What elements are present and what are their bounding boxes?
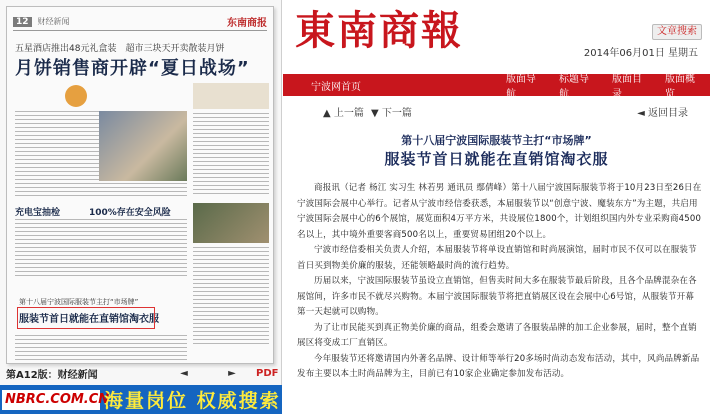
paper-sidebar-text	[193, 113, 269, 197]
article-search-button[interactable]: 文章搜索	[652, 24, 702, 40]
article-paragraph: 历届以来，宁波国际服装节虽设立直销馆，但售卖时间大多在服装节最后阶段，且各个品牌混杂在各展馆间，许多市民不就尽兴购物。本届宁波国际服装节将把直销展区设在会展中心6号馆，从服装节开幕第一天起就可以购物。	[297, 276, 697, 317]
article-pager	[283, 104, 710, 118]
ad-logo: NBRC.COM.CN	[2, 390, 100, 410]
page-navigation	[6, 366, 279, 381]
back-to-catalog-label: 返回目录	[648, 108, 688, 119]
paper-page-number: 12	[13, 17, 32, 27]
ad-slogan: 海量岗位 权威搜索	[104, 390, 281, 412]
article-paragraph: 为了让市民能买到真正物美价廉的商品，组委会邀请了各服装品牌的加工企业参展，届时，整个直销展区将变成工厂直销区。	[297, 322, 697, 348]
paper-photo-2	[193, 203, 269, 243]
next-article-label: 下一篇	[381, 108, 412, 119]
article-paragraph: 商报讯（记者 杨江 实习生 林若男 通讯员 鄢倩峰）第十八届宁波国际服装节将于10月23日至26日在宁波国际会展中心举行。记者从宁波市经信委获悉，本届服装节以“创意宁波、魔装东方”为主题，共启用宁波国际会展中心的6个展馆，展览面积4万平方米，共设展位1800个，计划组织国内外专业采购商4500名以上，其中境外重要客商500名以上，重要贸易团组20个以上。	[297, 183, 702, 240]
article-paragraph: 宁波市经信委相关负责人介绍，本届服装节将单设直销馆和时尚展演馆，届时市民不仅可以在服装节首日买到物美价廉的服装，还能领略最时尚的流行趋势。	[297, 245, 697, 271]
paper-header	[13, 13, 267, 31]
paper-sub-headline: 五星酒店推出48元礼盒装 超市三块天开卖散装月饼	[15, 44, 225, 54]
nav-page-overview[interactable]: 版面概览	[664, 74, 695, 100]
paper-highlight-headline[interactable]: 服装节首日就能在直销馆淘衣服	[19, 314, 159, 325]
dateline: 2014年06月01日 星期五	[583, 48, 698, 59]
back-to-catalog-link[interactable]: ◄ 返回目录	[637, 108, 688, 119]
next-page-arrow[interactable]: ►	[228, 367, 236, 379]
article-panel	[283, 0, 710, 414]
paper-text-column-2	[15, 219, 187, 279]
nav-title-nav[interactable]: 标题导航	[558, 74, 589, 100]
paper-sidebar-box	[193, 83, 269, 109]
newspaper-page-thumbnail[interactable]	[6, 6, 274, 364]
paper-sidebar-text-2	[193, 247, 269, 347]
pdf-icon[interactable]: PDF	[256, 367, 279, 379]
paper-highlight-sub: 第十八届宁波国际服装节主打“市场牌”	[19, 298, 139, 306]
nav-home-link[interactable]: 宁波网首页	[311, 81, 361, 93]
paper-text-column-3	[15, 335, 187, 361]
article-paragraph: 今年服装节还将邀请国内外著名品牌、设计师等举行20多场时尚动态发布活动，其中，风尚品牌新品发布主要以本土时尚品牌为主，目前已有10家企业确定参加发布活动。	[297, 353, 700, 379]
main-navbar	[283, 74, 710, 100]
nav-page-catalog[interactable]: 版面目录	[611, 74, 642, 100]
prev-article-label: 上一篇	[333, 108, 364, 119]
selected-article-outline[interactable]	[17, 307, 155, 329]
site-masthead[interactable]: 東南商報	[295, 7, 463, 54]
paper-small-headline-2[interactable]: 100%存在安全风险	[89, 208, 171, 218]
paper-small-headline-1[interactable]: 充电宝抽检	[15, 208, 61, 218]
paper-photo	[99, 111, 187, 181]
paper-logo-circle	[65, 85, 87, 107]
article-body	[297, 181, 702, 383]
paper-masthead: 东南商报	[227, 18, 267, 29]
page-preview-panel	[0, 0, 282, 414]
article-subtitle: 第十八届宁波国际服装节主打“市场牌”	[401, 134, 592, 147]
prev-article-link[interactable]: ▲ 上一篇	[323, 108, 364, 119]
prev-page-arrow[interactable]: ◄	[180, 367, 188, 379]
paper-section: 财经新闻	[37, 17, 70, 26]
nav-page-nav[interactable]: 版面导航	[505, 74, 536, 100]
ad-banner[interactable]	[0, 385, 282, 414]
article-title: 服装节首日就能在直销馆淘衣服	[384, 150, 609, 168]
next-article-link[interactable]: ▼ 下一篇	[371, 108, 412, 119]
paper-headline[interactable]: 月饼销售商开辟“夏日战场”	[15, 58, 250, 79]
page-label: 第A12版：财经新闻	[6, 369, 98, 381]
